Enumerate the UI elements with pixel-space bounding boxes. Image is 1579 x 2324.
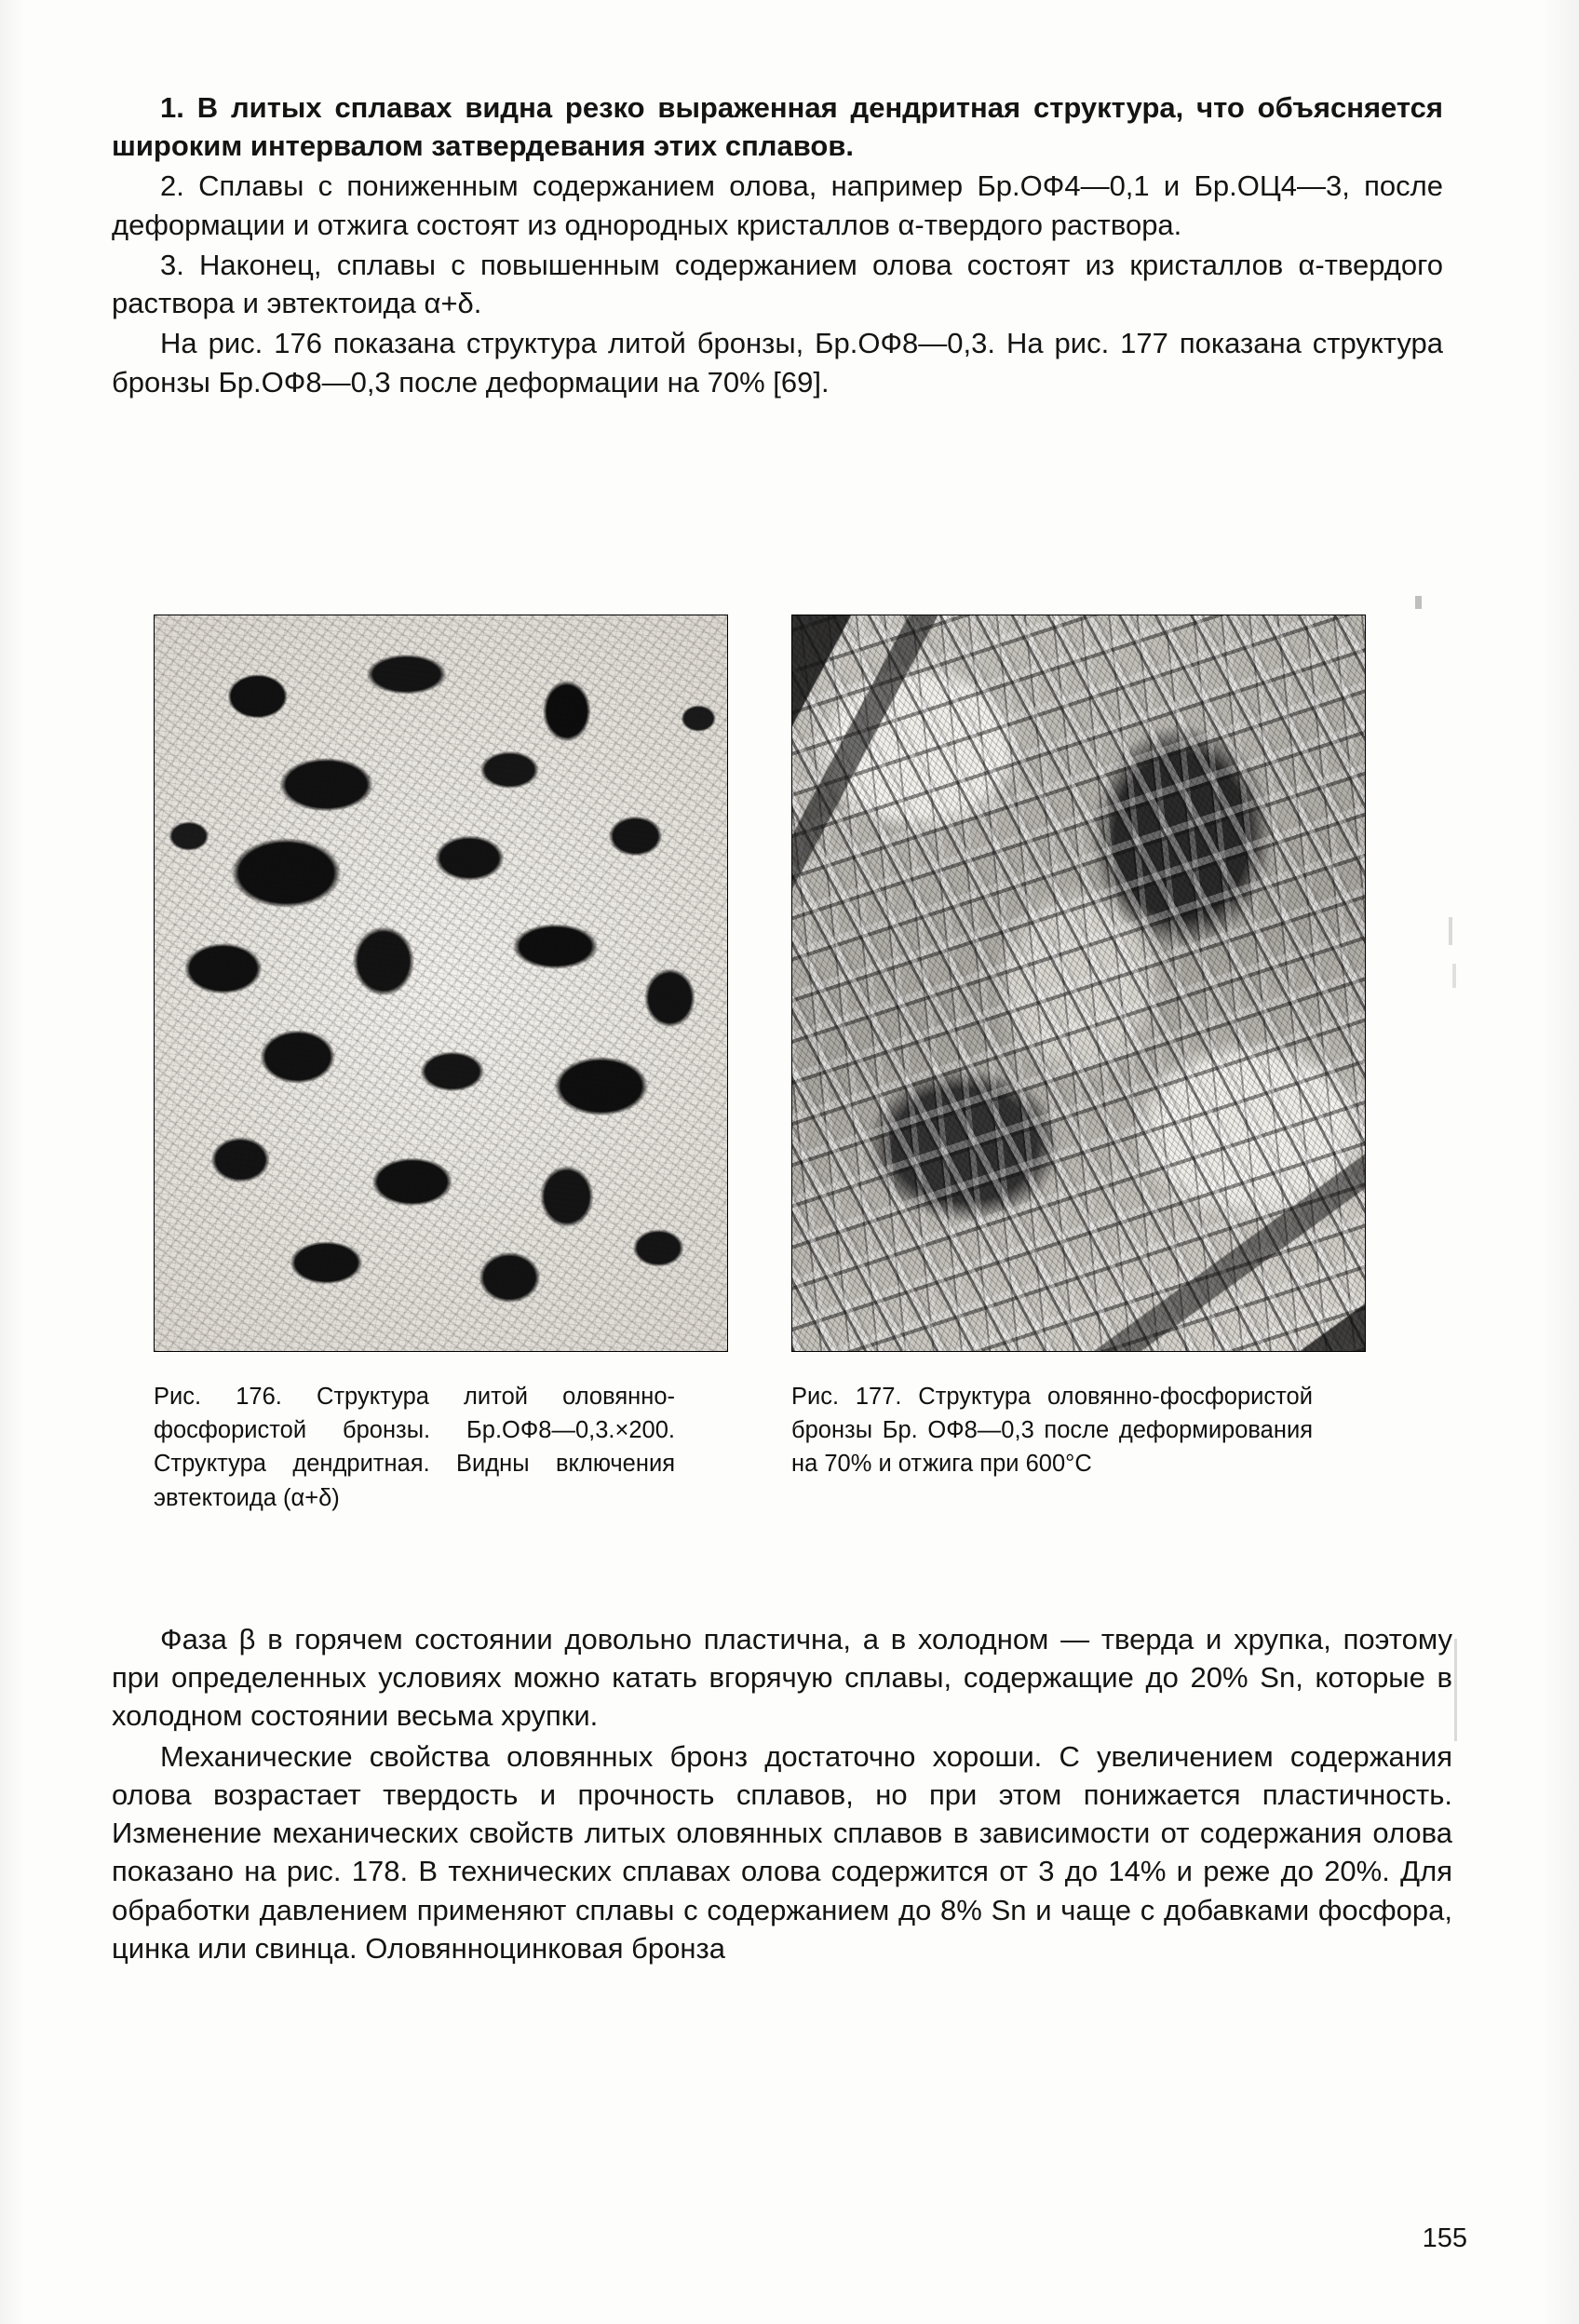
paragraph-1: 1. В литых сплавах видна резко выраженная дендритная структура, что объясняется широким интервалом затвердевания этих сплавов. [112, 91, 1443, 163]
page-number: 155 [1422, 2223, 1467, 2253]
micrograph-176-image [154, 615, 728, 1352]
paragraph-4: На рис. 176 показана структура литой бронзы, Бр.ОФ8—0,3. На рис. 177 показана структура бронзы Бр.ОФ8—0,3 после деформации на 70% [69]. [112, 327, 1443, 399]
lower-text-block [112, 1620, 1452, 1969]
upper-text-block [112, 88, 1443, 403]
scan-speck [1449, 917, 1452, 945]
paragraph-5: Фаза β в горячем состоянии довольно пластична, а в холодном — тверда и хрупка, поэтому при определенных условиях можно катать вгорячую сплавы, содержащие до 20% Sn, которые в холодном состоянии весьма хрупки. [112, 1623, 1452, 1733]
figure-row [112, 615, 1443, 1511]
paragraph-2: 2. Сплавы с пониженным содержанием олова, например Бр.ОФ4—0,1 и Бр.ОЦ4—3, после деформации и отжига состоят из однородных кристаллов α-твердого раствора. [112, 169, 1443, 241]
page-right-shadow [1542, 0, 1579, 2324]
scan-speck [1454, 1639, 1457, 1741]
paragraph-3: 3. Наконец, сплавы с повышенным содержанием олова состоят из кристаллов α-твердого раствора и эвтектоида α+δ. [112, 248, 1443, 320]
page-left-shadow [0, 0, 24, 2324]
micrograph-177-image [791, 615, 1366, 1352]
figure-177 [791, 615, 1366, 1481]
figure-176 [154, 615, 728, 1515]
scan-speck [1452, 964, 1456, 988]
figure-176-caption: Рис. 176. Структура литой оловянно-фосфористой бронзы. Бр.ОФ8—0,3.×200. Структура дендритная. Видны включения эвтектоида (α+δ) [154, 1384, 675, 1511]
scan-speck [1415, 596, 1422, 609]
paragraph-6: Механические свойства оловянных бронз достаточно хороши. С увеличением содержания олова возрастает твердость и прочность сплавов, но при этом понижается пластичность. Изменение механических свойств литых оловянных сплавов в зависимости от содержания олова показано на рис. 178. В технических сплавах олова содержится от 3 до 14% и реже до 20%. Для обработки давлением применяют сплавы с содержанием до 8% Sn и чаще с добавками фосфора, цинка или свинца. Оловянноцинковая бронза [112, 1739, 1452, 1965]
figure-177-caption: Рис. 177. Структура оловянно-фосфористой бронзы Бр. ОФ8—0,3 после деформирования на 70% и отжига при 600°C [791, 1384, 1313, 1478]
